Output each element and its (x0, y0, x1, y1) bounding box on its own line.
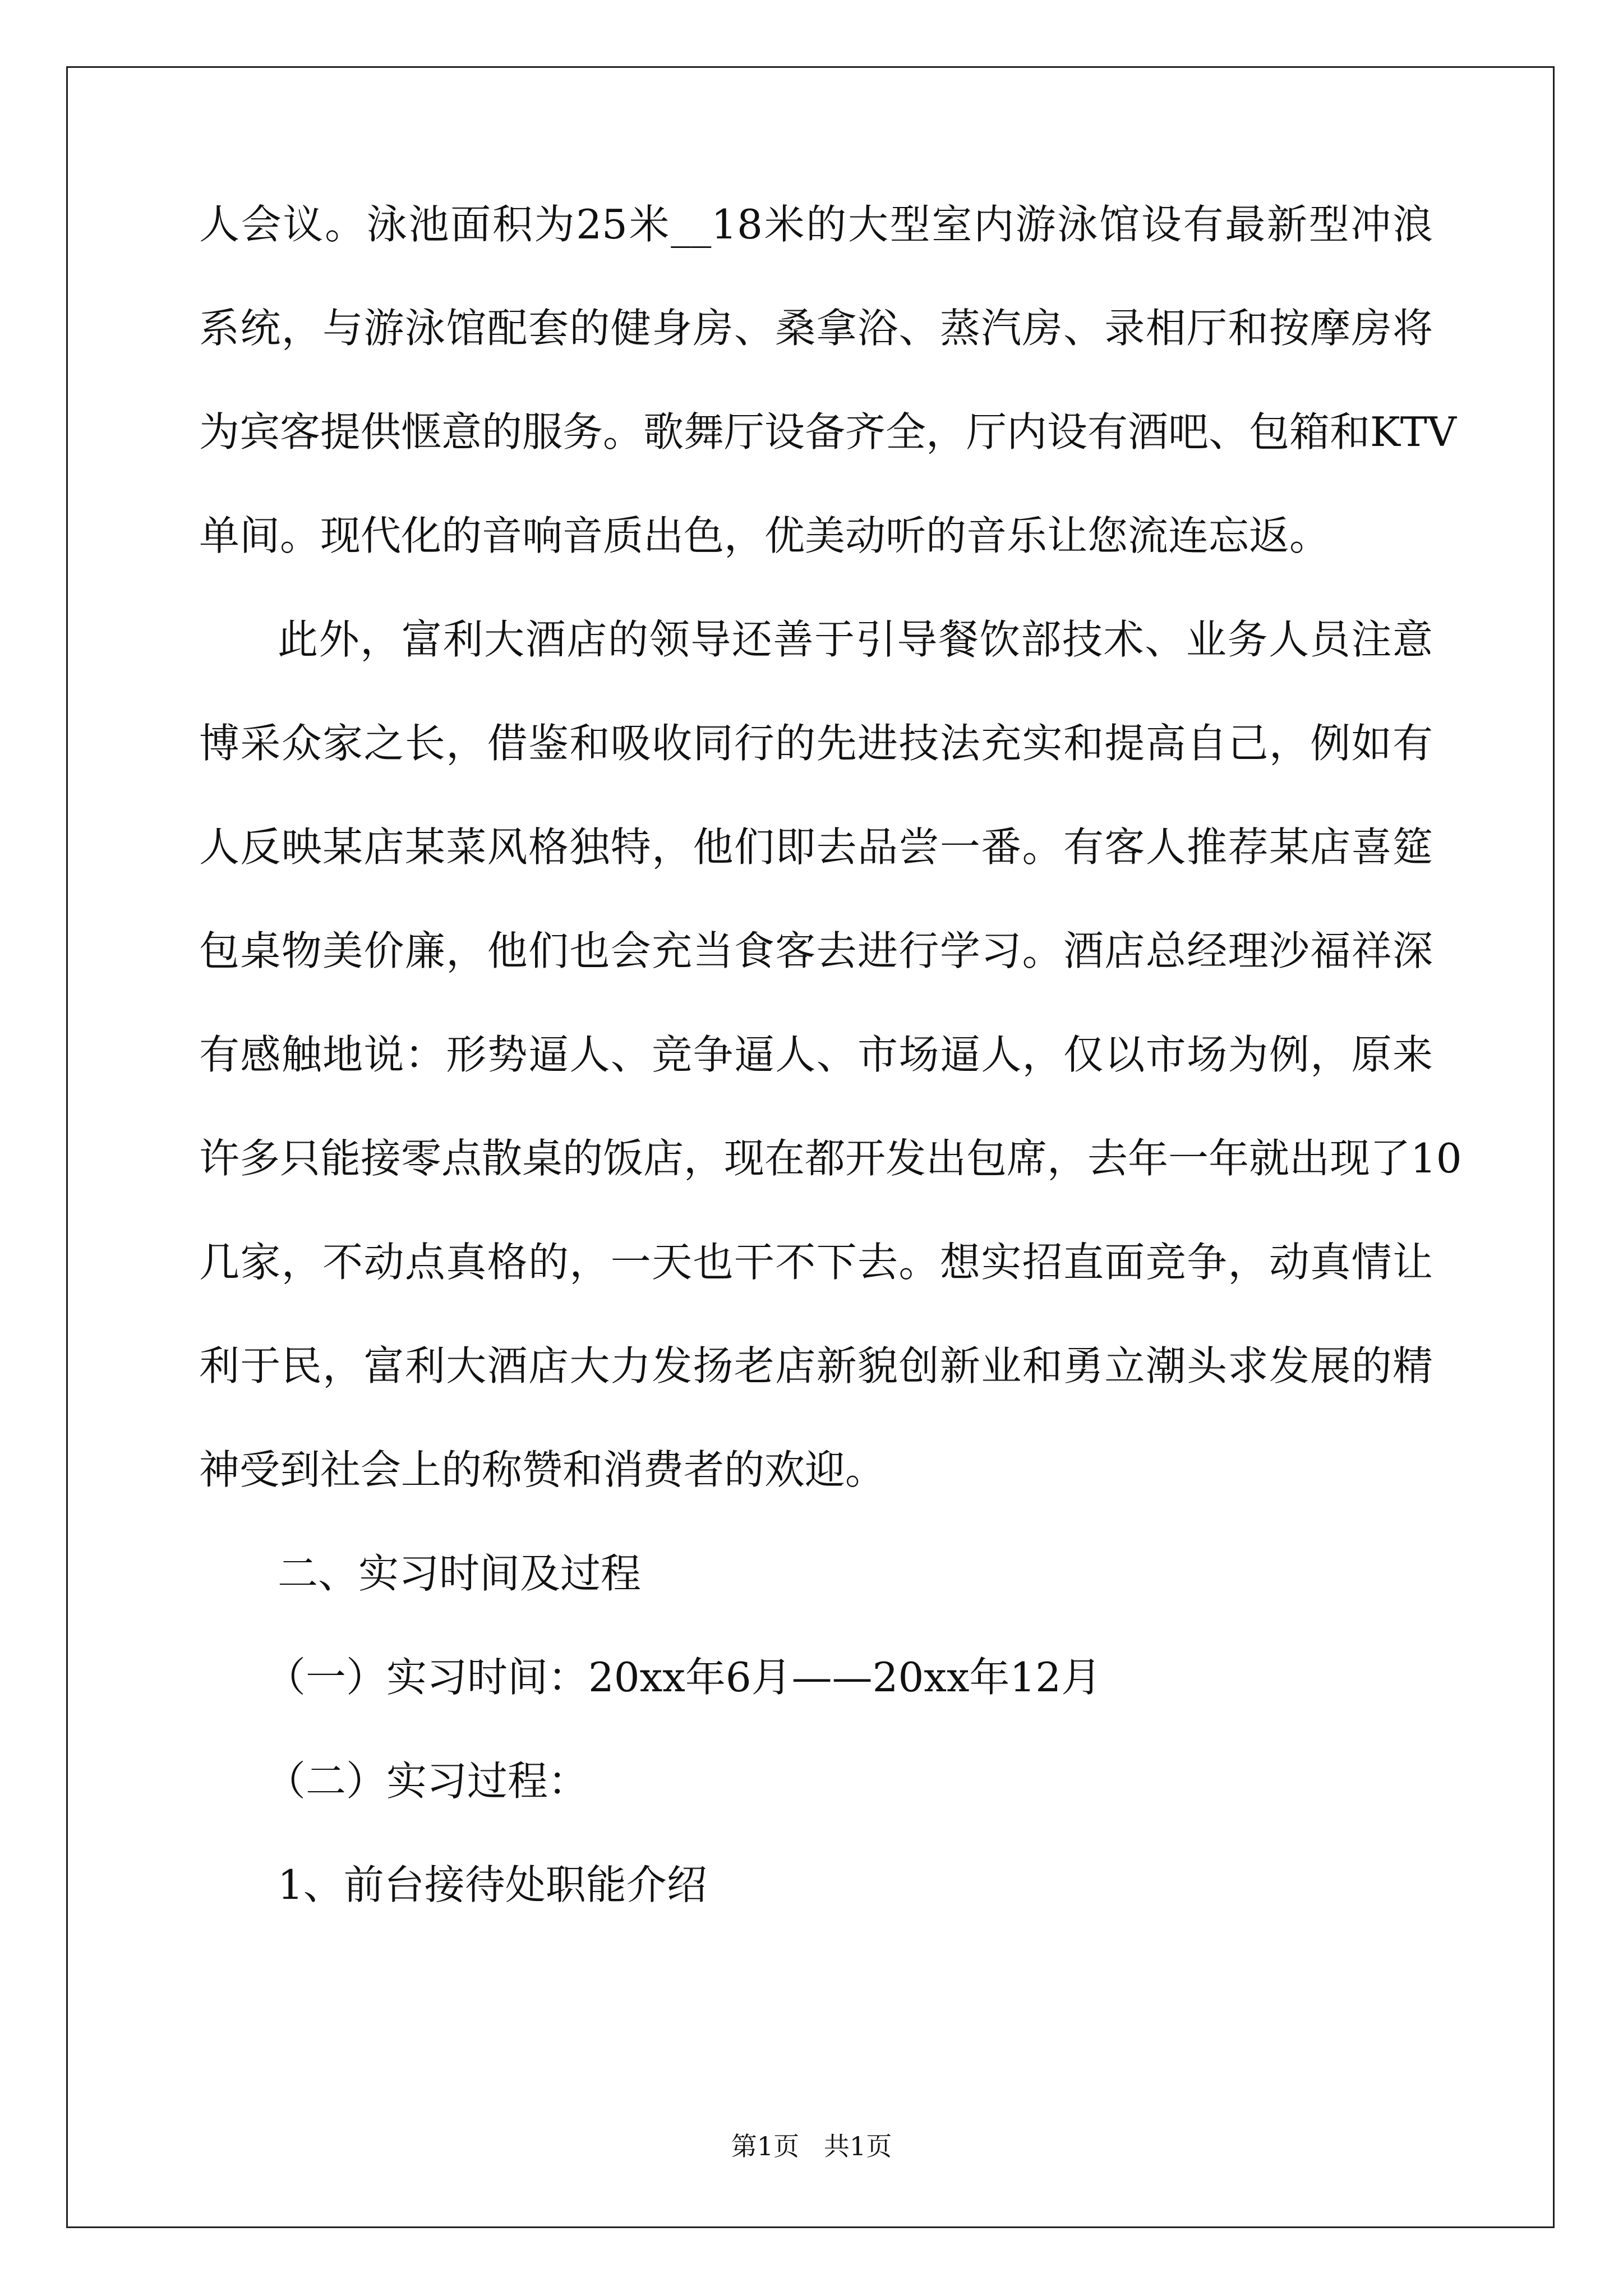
page-footer: 第1页 共1页 (731, 2131, 892, 2161)
subsection-process: （二）实习过程： (265, 1757, 589, 1805)
text-line-10: 许多只能接零点散桌的饭店，现在都开发出包席，去年一年就出现了10 (199, 1135, 1462, 1182)
text-line-13: 神受到社会上的称赞和消费者的欢迎。 (199, 1446, 886, 1493)
text-line-11: 几家，不动点真格的，一天也干不下去。想实招直面竞争，动真情让 (199, 1239, 1433, 1286)
text-line-3: 为宾客提供惬意的服务。歌舞厅设备齐全，厅内设有酒吧、包箱和KTV (199, 408, 1456, 455)
text-line-4: 单间。现代化的音响音质出色，优美动听的音乐让您流连忘返。 (199, 512, 1330, 559)
text-line-8: 包桌物美价廉，他们也会充当食客去进行学习。酒店总经理沙福祥深 (199, 927, 1433, 974)
text-line-5: 此外，富利大酒店的领导还善于引导餐饮部技术、业务人员注意 (278, 616, 1433, 663)
text-line-2: 系统，与游泳馆配套的健身房、桑拿浴、蒸汽房、录相厅和按摩房将 (199, 305, 1433, 352)
subsection-time: （一）实习时间：20xx年6月——20xx年12月 (265, 1654, 1102, 1701)
list-item-1: 1、前台接待处职能介绍 (278, 1861, 707, 1908)
text-line-12: 利于民，富利大酒店大力发扬老店新貌创新业和勇立潮头求发展的精 (199, 1342, 1433, 1389)
text-line-9: 有感触地说：形势逼人、竞争逼人、市场逼人，仅以市场为例，原来 (199, 1031, 1433, 1078)
text-line-1: 人会议。泳池面积为25米__18米的大型室内游泳馆设有最新型冲浪 (199, 201, 1433, 248)
text-line-7: 人反映某店某菜风格独特，他们即去品尝一番。有客人推荐某店喜筵 (199, 823, 1433, 871)
text-line-6: 博采众家之长，借鉴和吸收同行的先进技法充实和提高自己，例如有 (199, 720, 1433, 767)
section-heading: 二、实习时间及过程 (278, 1550, 642, 1597)
